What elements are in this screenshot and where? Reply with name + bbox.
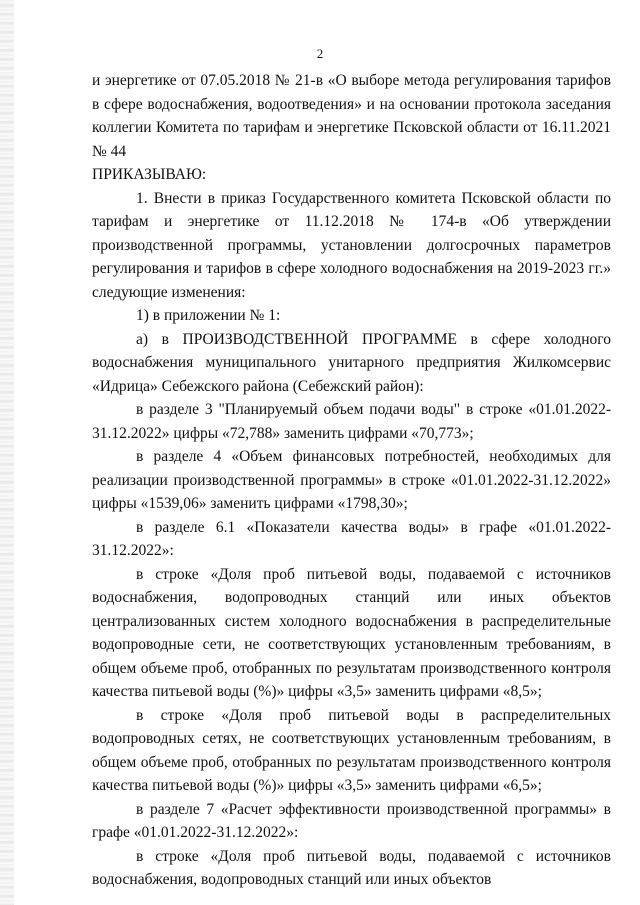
document-body bbox=[92, 69, 611, 892]
paragraph-item-1: 1. Внести в приказ Государственного комитета Псковской области по тарифам и энергетике от 11.12.2018 № 174-в «Об утверждении производственной программы, установлении долгосрочных параметров регулирования и тарифов в сфере холодного водоснабжения на 2019-2023 гг.» следующие изменения: bbox=[92, 189, 611, 301]
paragraph-row-source-samples: в строке «Доля проб питьевой воды, подаваемой с источников водоснабжения, водопроводных станций или иных объектов централизованных систем холодного водоснабжения в распределительные водопроводные сети, не соответствующих установленным требованиям, в общем объеме проб, отобранных по результатам производственного контроля качества питьевой воды (%)» цифры «3,5» заменить цифрами «8,5»; bbox=[92, 565, 611, 700]
scan-edge-artifact bbox=[0, 0, 14, 905]
paragraph-preamble: и энергетике от 07.05.2018 № 21-в «О выборе метода регулирования тарифов в сфере водоснабжения, водоотведения» и на основании протокола заседания коллегии Комитета по тарифам и энергетике Псковской области от 16.11.2021 № 44 bbox=[92, 72, 611, 160]
paragraph-row-continued: в строке «Доля проб питьевой воды, подаваемой с источников водоснабжения, водопроводных станций или иных объектов bbox=[92, 847, 611, 888]
paragraph-section-7: в разделе 7 «Расчет эффективности производственной программы» в графе «01.01.2022-31.12.2022»: bbox=[92, 800, 611, 841]
paragraph-section-6-1: в разделе 6.1 «Показатели качества воды» в графе «01.01.2022-31.12.2022»: bbox=[92, 518, 611, 559]
page-number: 2 bbox=[316, 46, 324, 61]
paragraph-subitem-1: 1) в приложении № 1: bbox=[136, 307, 281, 324]
paragraph-order-heading: ПРИКАЗЫВАЮ: bbox=[92, 166, 207, 183]
paragraph-subitem-a: а) в ПРОИЗВОДСТВЕННОЙ ПРОГРАММЕ в сфере холодного водоснабжения муниципального унитарного предприятия Жилкомсервис «Идрица» Себежского района (Себежский район): bbox=[92, 330, 611, 395]
paragraph-row-network-samples: в строке «Доля проб питьевой воды в распределительных водопроводных сетях, не соответствующих установленным требованиям, в общем объеме проб, отобранных по результатам производственного контроля качества питьевой воды (%)» цифры «3,5» заменить цифрами «6,5»; bbox=[92, 706, 611, 794]
paragraph-section-3: в разделе 3 "Планируемый объем подачи воды" в строке «01.01.2022-31.12.2022» цифры «72,788» заменить цифрами «70,773»; bbox=[92, 401, 611, 442]
paragraph-section-4: в разделе 4 «Объем финансовых потребностей, необходимых для реализации производственной программы» в строке «01.01.2022-31.12.2022» цифры «1539,06» заменить цифрами «1798,30»; bbox=[92, 448, 611, 512]
